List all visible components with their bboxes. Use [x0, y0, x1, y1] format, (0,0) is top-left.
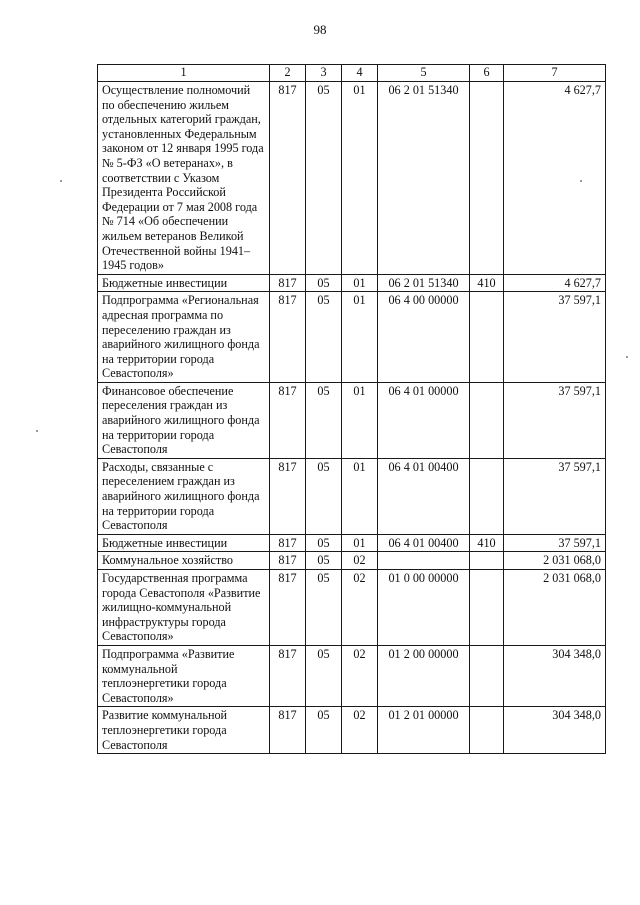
- amount: 37 597,1: [504, 292, 606, 383]
- table-row: [98, 382, 606, 458]
- amount: 4 627,7: [504, 274, 606, 292]
- column-header: 6: [470, 65, 504, 82]
- amount: 37 597,1: [504, 534, 606, 552]
- ministry-code: 817: [270, 645, 306, 706]
- section-code: 05: [306, 707, 342, 754]
- expense-type-code: [470, 552, 504, 570]
- table-header-row: [98, 65, 606, 82]
- item-name: Развитие коммунальной теплоэнергетики города Севастополя: [98, 707, 270, 754]
- table-row: [98, 552, 606, 570]
- expense-type-code: [470, 382, 504, 458]
- target-code: 01 2 01 00000: [378, 707, 470, 754]
- scan-speck: [580, 180, 582, 182]
- ministry-code: 817: [270, 570, 306, 646]
- table-row: [98, 458, 606, 534]
- section-code: 05: [306, 292, 342, 383]
- ministry-code: 817: [270, 292, 306, 383]
- amount: 4 627,7: [504, 82, 606, 275]
- section-code: 05: [306, 82, 342, 275]
- target-code: 01 0 00 00000: [378, 570, 470, 646]
- column-header: 2: [270, 65, 306, 82]
- item-name: Коммунальное хозяйство: [98, 552, 270, 570]
- item-name: Бюджетные инвестиции: [98, 534, 270, 552]
- subsection-code: 01: [342, 458, 378, 534]
- scan-speck: [36, 430, 38, 432]
- column-header: 1: [98, 65, 270, 82]
- scan-speck: [626, 356, 628, 358]
- target-code: 06 2 01 51340: [378, 274, 470, 292]
- subsection-code: 02: [342, 570, 378, 646]
- ministry-code: 817: [270, 274, 306, 292]
- amount: 304 348,0: [504, 645, 606, 706]
- section-code: 05: [306, 552, 342, 570]
- item-name: Финансовое обеспечение переселения граждан из аварийного жилищного фонда на территории города Севастополя: [98, 382, 270, 458]
- expense-type-code: [470, 645, 504, 706]
- section-code: 05: [306, 645, 342, 706]
- section-code: 05: [306, 274, 342, 292]
- subsection-code: 01: [342, 274, 378, 292]
- subsection-code: 02: [342, 645, 378, 706]
- ministry-code: 817: [270, 458, 306, 534]
- section-code: 05: [306, 382, 342, 458]
- budget-table: [97, 64, 606, 754]
- item-name: Подпрограмма «Региональная адресная программа по переселению граждан из аварийного жилищного фонда на территории города Севастополя»: [98, 292, 270, 383]
- expense-type-code: [470, 570, 504, 646]
- table-row: [98, 707, 606, 754]
- subsection-code: 01: [342, 82, 378, 275]
- item-name: Бюджетные инвестиции: [98, 274, 270, 292]
- expense-type-code: [470, 292, 504, 383]
- table-row: [98, 274, 606, 292]
- column-header: 4: [342, 65, 378, 82]
- section-code: 05: [306, 534, 342, 552]
- target-code: 06 4 01 00000: [378, 382, 470, 458]
- subsection-code: 01: [342, 534, 378, 552]
- target-code: 01 2 00 00000: [378, 645, 470, 706]
- expense-type-code: 410: [470, 534, 504, 552]
- amount: 304 348,0: [504, 707, 606, 754]
- column-header: 3: [306, 65, 342, 82]
- item-name: Подпрограмма «Развитие коммунальной теплоэнергетики города Севастополя»: [98, 645, 270, 706]
- table-row: [98, 570, 606, 646]
- ministry-code: 817: [270, 382, 306, 458]
- column-header: 5: [378, 65, 470, 82]
- subsection-code: 01: [342, 292, 378, 383]
- item-name: Расходы, связанные с переселением граждан из аварийного жилищного фонда на территории города Севастополя: [98, 458, 270, 534]
- ministry-code: 817: [270, 707, 306, 754]
- ministry-code: 817: [270, 534, 306, 552]
- target-code: 06 4 01 00400: [378, 458, 470, 534]
- target-code: 06 4 00 00000: [378, 292, 470, 383]
- section-code: 05: [306, 570, 342, 646]
- target-code: 06 2 01 51340: [378, 82, 470, 275]
- table-row: [98, 292, 606, 383]
- amount: 37 597,1: [504, 458, 606, 534]
- section-code: 05: [306, 458, 342, 534]
- scan-speck: [60, 180, 62, 182]
- ministry-code: 817: [270, 82, 306, 275]
- subsection-code: 02: [342, 552, 378, 570]
- ministry-code: 817: [270, 552, 306, 570]
- page-number: 98: [313, 22, 327, 37]
- column-header: 7: [504, 65, 606, 82]
- expense-type-code: [470, 707, 504, 754]
- expense-type-code: 410: [470, 274, 504, 292]
- item-name: Государственная программа города Севастополя «Развитие жилищно-коммунальной инфраструктуры города Севастополя»: [98, 570, 270, 646]
- amount: 37 597,1: [504, 382, 606, 458]
- target-code: [378, 552, 470, 570]
- subsection-code: 02: [342, 707, 378, 754]
- item-name: Осуществление полномочий по обеспечению жильем отдельных категорий граждан, установленных Федеральным законом от 12 января 1995 года № 5-ФЗ «О ветеранах», в соответствии с Указом Президента Российской Федерации от 7 мая 2008 года № 714 «Об обеспечении жильем ветеранов Великой Отечественной войны 1941–1945 годов»: [98, 82, 270, 275]
- target-code: 06 4 01 00400: [378, 534, 470, 552]
- table-row: [98, 534, 606, 552]
- amount: 2 031 068,0: [504, 552, 606, 570]
- amount: 2 031 068,0: [504, 570, 606, 646]
- subsection-code: 01: [342, 382, 378, 458]
- table-row: [98, 82, 606, 275]
- expense-type-code: [470, 458, 504, 534]
- table-row: [98, 645, 606, 706]
- expense-type-code: [470, 82, 504, 275]
